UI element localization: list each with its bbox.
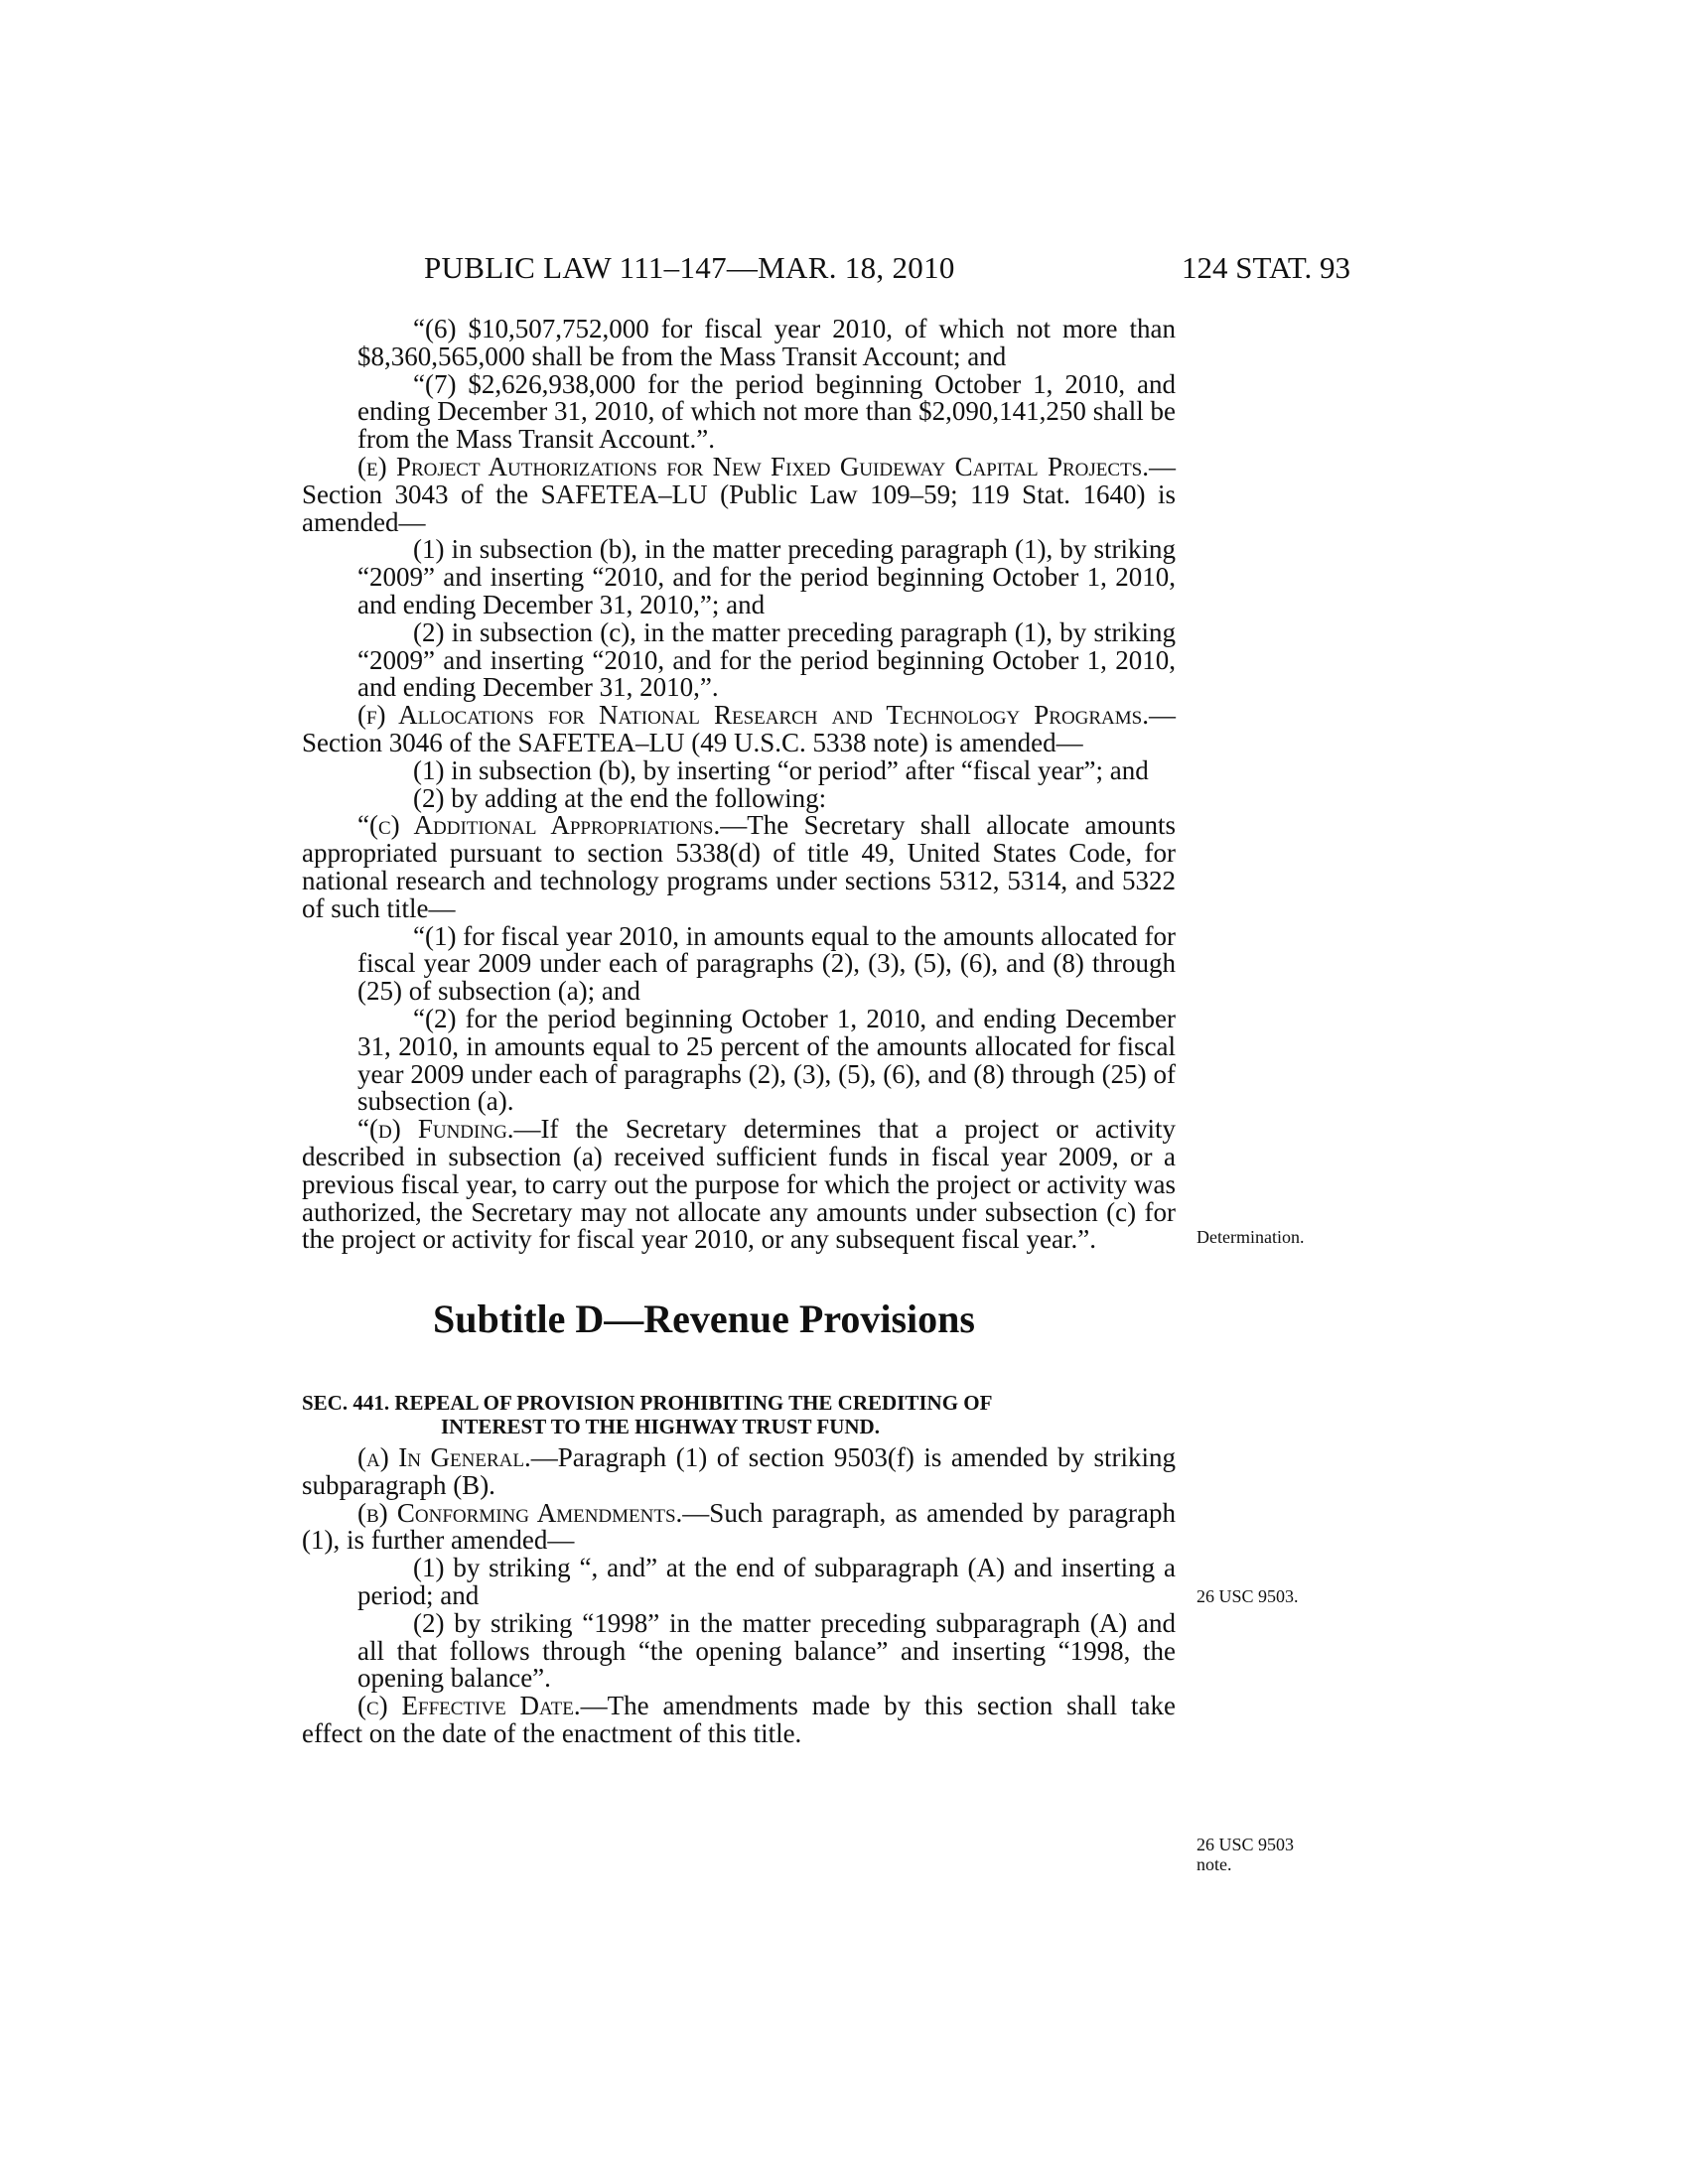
subsection-b-1: (1) by striking “, and” at the end of subparagraph (A) and inserting a period; and [357,1553,1176,1611]
section-441-heading [302,1391,1176,1438]
margin-note-usc-9503-note-line1: 26 USC 9503 [1196,1835,1295,1854]
margin-note-usc-9503-note [1196,1835,1294,1874]
margin-note-usc-9503-note-line2: note. [1196,1854,1232,1874]
running-header-title: PUBLIC LAW 111–147—MAR. 18, 2010 [424,250,955,285]
subsection-e-1: (1) in subsection (b), in the matter preceding paragraph (1), by striking “2009” and inserting “2010, and for the period beginning October 1, 2010, and ending December 31, 2010,”; and [357,534,1176,619]
subsection-d-heading: “(d) Funding. [357,1114,514,1145]
subsection-c-2: “(2) for the period beginning October 1, 2010, and ending December 31, 2010, in amounts equal to 25 percent of the amounts allocated for fiscal year 2009 under each of paragraphs (2), (3), (5), (6), and (8) through (25) of subsection (a). [357,1003,1176,1117]
subsection-a-general [302,1444,1176,1500]
subsection-c-effective-heading: (c) Effective Date. [357,1691,581,1721]
subsection-f-2: (2) by adding at the end the following: [413,782,827,813]
subsection-c-text: —The Secretary shall allocate amounts appropriated pursuant to section 5338(d) of title 49, United States Code, for national research and technology programs under sections 5312, 5314, and 5322 of such title— [302,810,1177,923]
subsection-e-heading: (e) Project Authorizations for New Fixed Guideway Capital Projects. [357,451,1149,481]
subsection-b-conforming [302,1497,1177,1556]
paragraph-7: “(7) $2,626,938,000 for the period beginning October 1, 2010, and ending December 31, 2010, of which not more than $2,090,141,250 shall be from the Mass Transit Account.”. [357,368,1176,455]
subsection-f [302,702,1176,757]
subsection-f-1: (1) in subsection (b), by inserting “or period” after “fiscal year”; and [413,754,1149,785]
subsection-c-1: “(1) for fiscal year 2010, in amounts equal to the amounts allocated for fiscal year 2009 under each of paragraphs (2), (3), (5), (6), and (8) through (25) of subsection (a); and [357,920,1176,1007]
paragraph-6: “(6) $10,507,752,000 for fiscal year 2010, of which not more than $8,360,565,000 shall be from the Mass Transit Account; and [357,314,1176,371]
subsection-a-heading: (a) In General. [357,1442,531,1473]
subsection-b-2: (2) by striking “1998” in the matter preceding subparagraph (A) and all that follows through “the opening balance” and inserting “1998, the opening balance”. [357,1607,1176,1694]
subsection-d-text: —If the Secretary determines that a project or activity described in subsection (a) received sufficient funds in fiscal year 2009, or a previous fiscal year, to carry out the purpose for which the project or activity was authorized, the Secretary may not allocate any amounts under subsection (c) for the project or activity for fiscal year 2010, or any subsequent fiscal year.”. [302,1114,1176,1255]
section-441-title-line2: INTEREST TO THE HIGHWAY TRUST FUND. [441,1415,880,1439]
text-column [302,316,1176,1748]
subsection-c-effective-text: —The amendments made by this section shall take effect on the date of the enactment of this title. [302,1691,1176,1749]
section-441-title-line1: SEC. 441. REPEAL OF PROVISION PROHIBITING THE CREDITING OF [302,1391,993,1416]
subsection-c-effective [302,1693,1176,1748]
subsection-e-2: (2) in subsection (c), in the matter preceding paragraph (1), by striking “2009” and inserting “2010, and for the period beginning October 1, 2010, and ending December 31, 2010,”. [357,616,1176,703]
page-number: 124 STAT. 93 [1182,250,1351,285]
subsection-e [302,451,1176,537]
subsection-f-heading: (f) Allocations for National Research and Technology Programs. [357,700,1149,731]
subsection-d-funding [302,1116,1176,1254]
subsection-b-text: —Such paragraph, as amended by paragraph (1), is further amended— [302,1497,1177,1556]
subsection-b-heading: (b) Conforming Amendments. [357,1497,683,1528]
subtitle-heading: Subtitle D—Revenue Provisions [433,1297,975,1342]
margin-note-usc-9503: 26 USC 9503. [1196,1586,1299,1606]
subsection-c-additional [302,812,1176,922]
subsection-f-text: —Section 3046 of the SAFETEA–LU (49 U.S.C. 5338 note) is amended— [302,700,1176,757]
subsection-a-text: —Paragraph (1) of section 9503(f) is amended by striking subparagraph (B). [302,1442,1176,1500]
margin-note-determination: Determination. [1196,1227,1305,1247]
subsection-e-text: —Section 3043 of the SAFETEA–LU (Public Law 109–59; 119 Stat. 1640) is amended— [302,451,1176,537]
subsection-c-heading: “(c) Additional Appropriations. [357,810,721,841]
